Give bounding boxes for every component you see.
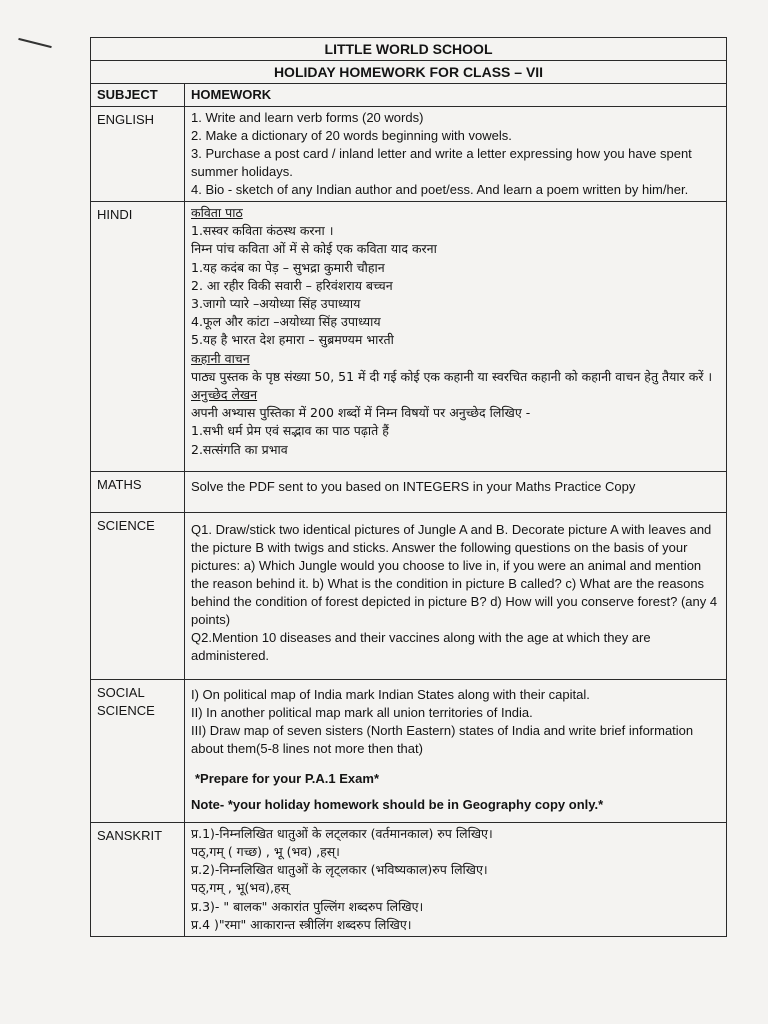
pen-mark xyxy=(18,38,51,48)
sanskrit-line: प्र.1)-निम्नलिखित धातुओं के लट्लकार (वर्तमानकाल) रुप लिखिए। xyxy=(191,825,493,841)
hindi-line: अपनी अभ्यास पुस्तिका में 200 शब्दों में निम्न विषयों पर अनुच्छेद लिखिए - xyxy=(191,405,531,421)
subject-maths: MATHS xyxy=(91,471,185,512)
social-geography-note: Note- *your holiday homework should be in Geography copy only.* xyxy=(191,796,604,812)
hindi-line: 1.यह कदंब का पेड़ – सुभद्रा कुमारी चौहान xyxy=(191,259,385,275)
hindi-line: 1.सस्वर कविता कंठस्थ करना । xyxy=(191,223,334,239)
social-item-2: II) In another political map mark all union territories of India. xyxy=(191,704,533,720)
row-english xyxy=(91,107,727,202)
science-question-1: Q1. Draw/stick two identical pictures of Jungle A and B. Decorate picture A with leaves and the picture B with twigs and sticks. Answer the following questions on the basis of your pictures: a) Which Jungle would you choose to live in, if you were an animal and mention the reason behind it. b) What is the condition in picture B called? c) What are the reasons behind the condition of forest depicted in picture B? d) How will you conserve forest? (any 4 points) xyxy=(191,521,718,627)
english-item-1: 1. Write and learn verb forms (20 words) xyxy=(191,110,424,125)
homework-english xyxy=(185,107,727,202)
header-row xyxy=(91,84,727,107)
english-item-4: 4. Bio - sketch of any Indian author and poet/ess. And learn a poem written by him/her. xyxy=(191,182,689,197)
subject-science: SCIENCE xyxy=(91,512,185,679)
hindi-line: 4.फूल और कांटा –अयोध्या सिंह उपाध्याय xyxy=(191,314,381,330)
sanskrit-line: प्र.4 )"रमा" आकारान्त स्त्रीलिंग शब्दरुप लिखिए। xyxy=(191,916,412,932)
hindi-heading-paragraph: अनुच्छेद लेखन xyxy=(191,387,258,403)
subject-social-science xyxy=(91,679,185,822)
sanskrit-line: पठ्,गम् , भू(भव),हस् xyxy=(191,880,290,896)
social-item-3: III) Draw map of seven sisters (North Eastern) states of India and write brief information about them(5-8 lines not more then that) xyxy=(191,722,694,756)
english-item-3: 3. Purchase a post card / inland letter and write a letter expressing how you have spent summer holidays. xyxy=(191,146,692,179)
homework-maths: Solve the PDF sent to you based on INTEGERS in your Maths Practice Copy xyxy=(185,471,727,512)
hindi-line: निम्न पांच कविता ओं में से कोई एक कविता याद करना xyxy=(191,241,437,257)
row-maths xyxy=(91,471,727,512)
hindi-line: 1.सभी धर्म प्रेम एवं सद्भाव का पाठ पढ़ाते हैं xyxy=(191,423,389,439)
hindi-line: 5.यह है भारत देश हमारा – सुब्रमण्यम भारती xyxy=(191,332,394,348)
sanskrit-line: प्र.2)-निम्नलिखित धातुओं के लृट्लकार (भविष्यकाल)रुप लिखिए। xyxy=(191,862,488,878)
row-social-science xyxy=(91,679,727,822)
sanskrit-line: पठ्,गम् ( गच्छ) , भू (भव) ,हस्। xyxy=(191,844,340,860)
row-hindi xyxy=(91,202,727,472)
hindi-heading-story: कहानी वाचन xyxy=(191,350,250,366)
sanskrit-line: प्र.3)- " बालक" अकारांत पुल्लिंग शब्दरुप लिखिए। xyxy=(191,898,424,914)
homework-social-science xyxy=(185,679,727,822)
subject-hindi: HINDI xyxy=(91,202,185,472)
document-title: HOLIDAY HOMEWORK FOR CLASS – VII xyxy=(91,61,727,84)
subject-social-line-2: SCIENCE xyxy=(97,702,155,718)
hindi-line: 2. आ रहीर विकी सवारी – हरिवंशराय बच्चन xyxy=(191,277,393,293)
school-name: LITTLE WORLD SCHOOL xyxy=(91,38,727,61)
hindi-heading-poem: कविता पाठ xyxy=(191,205,243,220)
social-item-1: I) On political map of India mark Indian States along with their capital. xyxy=(191,686,590,702)
homework-sanskrit xyxy=(185,822,727,936)
header-subject: SUBJECT xyxy=(91,84,185,107)
homework-science xyxy=(185,512,727,679)
english-item-2: 2. Make a dictionary of 20 words beginning with vowels. xyxy=(191,128,512,143)
homework-table xyxy=(90,37,727,937)
subject-social-line-1: SOCIAL xyxy=(97,684,145,700)
school-row xyxy=(91,38,727,61)
header-homework: HOMEWORK xyxy=(185,84,727,107)
row-sanskrit xyxy=(91,822,727,936)
row-science xyxy=(91,512,727,679)
homework-hindi xyxy=(185,202,727,472)
subject-sanskrit: SANSKRIT xyxy=(91,822,185,936)
hindi-line: पाठ्य पुस्तक के पृष्ठ संख्या 50, 51 में दी गई कोई एक कहानी या स्वरचित कहानी को कहानी वाचन हेतु तैयार करें । xyxy=(191,368,713,384)
hindi-line: 2.सत्संगति का प्रभाव xyxy=(191,441,288,457)
hindi-line: 3.जागो प्यारे –अयोध्या सिंह उपाध्याय xyxy=(191,296,361,312)
title-row xyxy=(91,61,727,84)
social-prepare-note: *Prepare for your P.A.1 Exam* xyxy=(195,770,380,786)
subject-english: ENGLISH xyxy=(91,107,185,202)
science-question-2: Q2.Mention 10 diseases and their vaccines along with the age at which they are administered. xyxy=(191,629,651,663)
